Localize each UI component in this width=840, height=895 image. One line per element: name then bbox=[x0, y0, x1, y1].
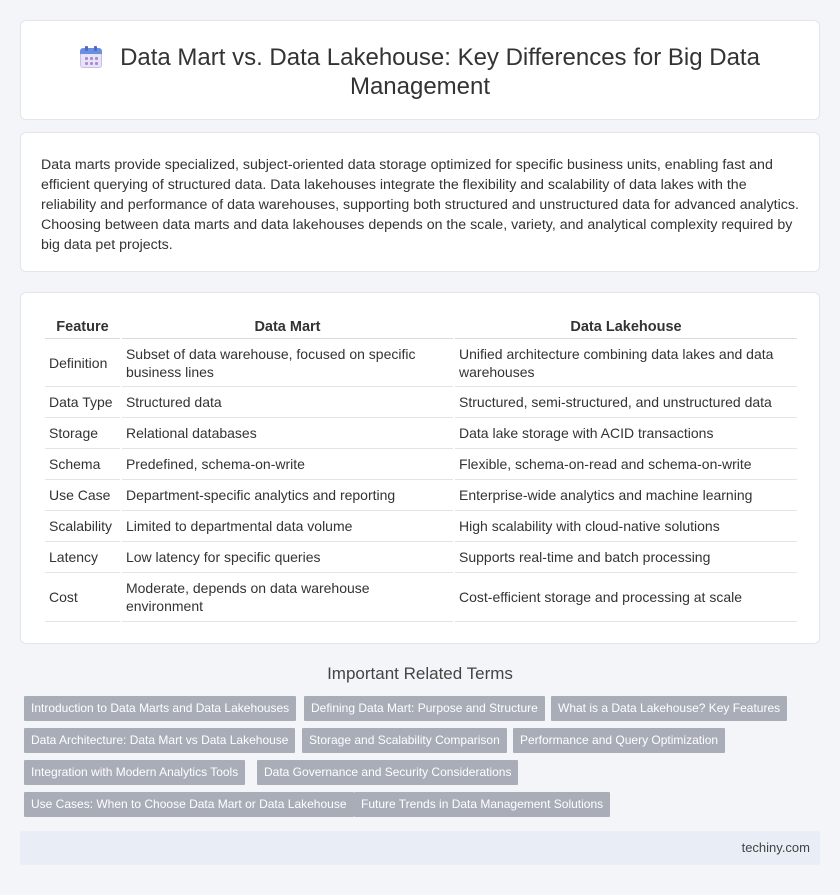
data-mart-cell: Low latency for specific queries bbox=[122, 542, 453, 573]
data-mart-cell: Moderate, depends on data warehouse environment bbox=[122, 573, 453, 622]
page-title-container bbox=[21, 43, 819, 101]
table-row bbox=[45, 511, 797, 542]
data-mart-cell: Predefined, schema-on-write bbox=[122, 449, 453, 480]
table-row bbox=[45, 542, 797, 573]
footer-brand[interactable]: techiny.com bbox=[741, 840, 810, 855]
title-card bbox=[20, 20, 820, 120]
related-term-link[interactable]: What is a Data Lakehouse? Key Features bbox=[551, 696, 787, 721]
data-lakehouse-cell: Structured, semi-structured, and unstructured data bbox=[455, 387, 797, 418]
related-term-link[interactable]: Data Architecture: Data Mart vs Data Lakehouse bbox=[24, 728, 295, 753]
data-lakehouse-cell: Supports real-time and batch processing bbox=[455, 542, 797, 573]
related-term-link[interactable]: Performance and Query Optimization bbox=[513, 728, 725, 753]
table-row bbox=[45, 339, 797, 387]
data-lakehouse-cell: Cost-efficient storage and processing at scale bbox=[455, 573, 797, 622]
table-header-row bbox=[45, 315, 797, 339]
related-term-link[interactable]: Introduction to Data Marts and Data Lakehouses bbox=[24, 696, 296, 721]
intro-card bbox=[20, 132, 820, 272]
data-mart-cell: Limited to departmental data volume bbox=[122, 511, 453, 542]
comparison-card bbox=[20, 292, 820, 644]
table-row bbox=[45, 449, 797, 480]
feature-cell: Use Case bbox=[45, 480, 120, 511]
feature-cell: Scalability bbox=[45, 511, 120, 542]
data-lakehouse-cell: Unified architecture combining data lakes and data warehouses bbox=[455, 339, 797, 387]
table-row bbox=[45, 573, 797, 622]
table-row bbox=[45, 480, 797, 511]
header-feature: Feature bbox=[45, 315, 120, 339]
data-lakehouse-cell: Data lake storage with ACID transactions bbox=[455, 418, 797, 449]
feature-cell: Definition bbox=[45, 339, 120, 387]
data-lakehouse-cell: Flexible, schema-on-read and schema-on-write bbox=[455, 449, 797, 480]
header-data-lakehouse: Data Lakehouse bbox=[455, 315, 797, 339]
comparison-table bbox=[43, 315, 799, 622]
header-data-mart: Data Mart bbox=[122, 315, 453, 339]
related-terms-title: Important Related Terms bbox=[327, 664, 513, 683]
feature-cell: Cost bbox=[45, 573, 120, 622]
related-term-link[interactable]: Integration with Modern Analytics Tools bbox=[24, 760, 245, 785]
table-row bbox=[45, 387, 797, 418]
data-mart-cell: Subset of data warehouse, focused on specific business lines bbox=[122, 339, 453, 387]
feature-cell: Storage bbox=[45, 418, 120, 449]
data-mart-cell: Structured data bbox=[122, 387, 453, 418]
data-lakehouse-cell: Enterprise-wide analytics and machine learning bbox=[455, 480, 797, 511]
related-term-link[interactable]: Use Cases: When to Choose Data Mart or Data Lakehouse bbox=[24, 792, 354, 817]
data-mart-cell: Department-specific analytics and reporting bbox=[122, 480, 453, 511]
related-term-link[interactable]: Data Governance and Security Considerations bbox=[257, 760, 518, 785]
data-lakehouse-cell: High scalability with cloud-native solutions bbox=[455, 511, 797, 542]
data-mart-cell: Relational databases bbox=[122, 418, 453, 449]
related-term-link[interactable]: Future Trends in Data Management Solutions bbox=[354, 792, 610, 817]
feature-cell: Data Type bbox=[45, 387, 120, 418]
related-term-link[interactable]: Defining Data Mart: Purpose and Structure bbox=[304, 696, 545, 721]
feature-cell: Latency bbox=[45, 542, 120, 573]
feature-cell: Schema bbox=[45, 449, 120, 480]
footer-bar bbox=[20, 831, 820, 865]
table-row bbox=[45, 418, 797, 449]
page-title: Data Mart vs. Data Lakehouse: Key Differences for Big Data Management bbox=[120, 44, 760, 100]
calendar-icon bbox=[80, 46, 102, 68]
related-term-link[interactable]: Storage and Scalability Comparison bbox=[302, 728, 507, 753]
intro-paragraph: Data marts provide specialized, subject-oriented data storage optimized for specific business units, enabling fast and efficient querying of structured data. Data lakehouses integrate the flexibility and scalability of data lakes with the reliability and performance of data warehouses, supporting both structured and unstructured data for advanced analytics. Choosing between data marts and data lakehouses depends on the scale, variety, and analytical complexity required by big data pet projects. bbox=[41, 157, 799, 253]
